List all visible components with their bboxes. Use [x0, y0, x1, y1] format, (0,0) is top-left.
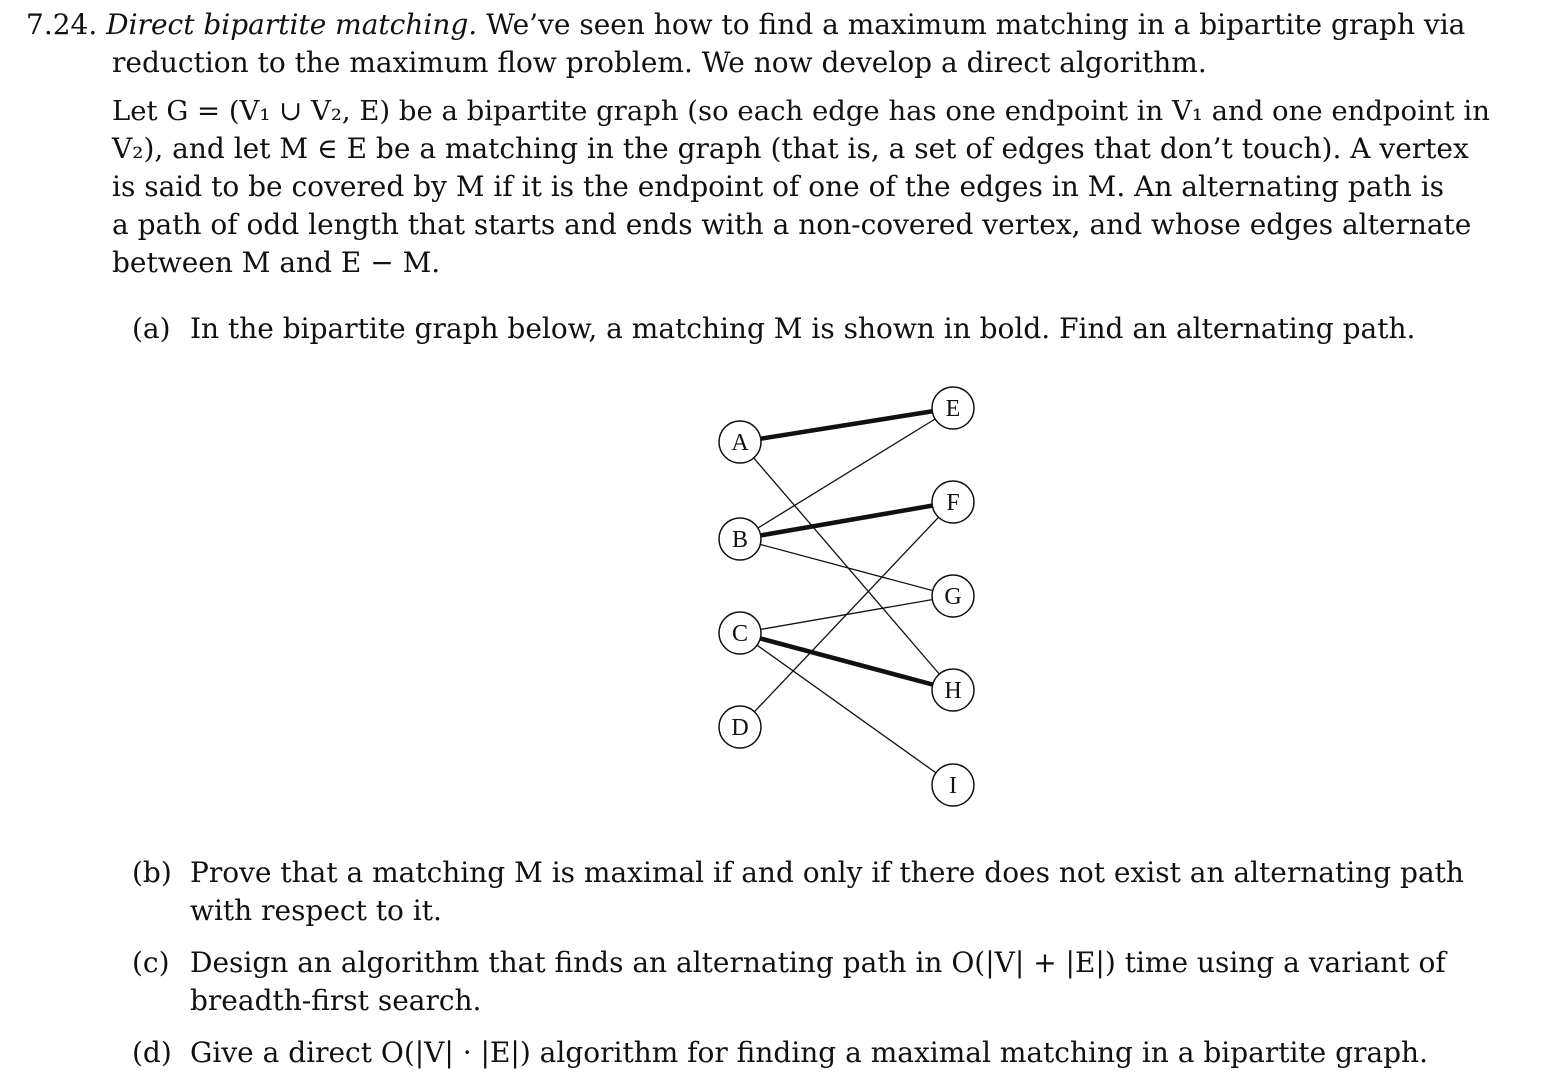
- node-label: A: [731, 430, 749, 456]
- definition-line-1: Let G = (V₁ ∪ V₂, E) be a bipartite graph (so each edge has one endpoint in V₁ and one endpoint in: [112, 95, 1490, 127]
- edge-B-F-matched: [740, 502, 953, 539]
- edge-C-I: [740, 633, 953, 785]
- part-a-label: (a): [132, 312, 171, 345]
- node-label: H: [944, 678, 962, 704]
- node-label: F: [946, 490, 960, 516]
- problem-intro-line-1: We’ve seen how to find a maximum matching in a bipartite graph via: [486, 8, 1466, 41]
- node-G: [932, 575, 974, 617]
- part-a-text: In the bipartite graph below, a matching M is shown in bold. Find an alternating path.: [190, 312, 1416, 345]
- part-d-label: (d): [132, 1036, 172, 1069]
- node-I: [932, 764, 974, 806]
- node-label: G: [944, 584, 962, 610]
- edge-A-E-matched: [740, 408, 953, 442]
- graph-nodes: [719, 387, 974, 806]
- edge-B-G: [740, 539, 953, 596]
- node-D: [719, 706, 761, 748]
- node-B: [719, 518, 761, 560]
- part-c-text-line-2: breadth-first search.: [190, 984, 482, 1017]
- part-c-label: (c): [132, 946, 170, 979]
- node-label: D: [731, 715, 749, 741]
- definition-line-4: a path of odd length that starts and ends with a non-covered vertex, and whose edges alternate: [112, 208, 1472, 241]
- part-d-text: Give a direct O(|V| · |E|) algorithm for finding a maximal matching in a bipartite graph.: [190, 1036, 1428, 1069]
- problem-intro-line-2: reduction to the maximum flow problem. We now develop a direct algorithm.: [112, 46, 1207, 79]
- node-C: [719, 612, 761, 654]
- part-c-text-line-1: Design an algorithm that finds an alternating path in O(|V| + |E|) time using a variant of: [190, 946, 1446, 979]
- definition-line-3: is said to be covered by M if it is the endpoint of one of the edges in M. An alternating path is: [112, 170, 1445, 203]
- edge-C-H-matched: [740, 633, 953, 690]
- node-A: [719, 421, 761, 463]
- node-label: E: [945, 396, 961, 422]
- edge-A-H: [740, 442, 953, 690]
- node-F: [932, 481, 974, 523]
- definition-line-2: V₂), and let M ∈ E be a matching in the graph (that is, a set of edges that don’t touch). A vertex: [112, 132, 1469, 165]
- node-label: I: [949, 773, 957, 799]
- node-H: [932, 669, 974, 711]
- part-b-label: (b): [132, 856, 172, 889]
- problem-title: Direct bipartite matching.: [106, 8, 478, 41]
- graph-edges: [740, 408, 953, 785]
- part-b-text-line-1: Prove that a matching M is maximal if and only if there does not exist an alternating path: [190, 856, 1464, 889]
- definition-line-5: between M and E − M.: [112, 246, 441, 279]
- edge-D-F: [740, 502, 953, 727]
- node-E: [932, 387, 974, 429]
- problem-number: 7.24.: [26, 8, 98, 41]
- part-b-text-line-2: with respect to it.: [190, 894, 442, 927]
- node-label: B: [731, 527, 749, 553]
- node-label: C: [731, 621, 749, 647]
